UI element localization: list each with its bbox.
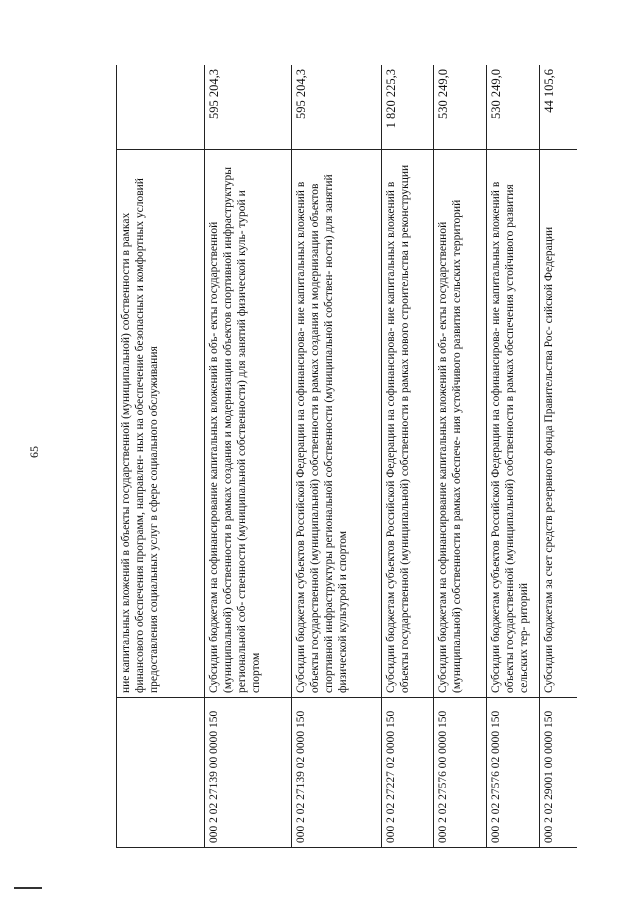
budget-table-rotated (116, 65, 577, 848)
rotated-table-container (116, 65, 577, 848)
budget-table (116, 65, 577, 848)
budget-code-cell: 000 2 02 27227 02 0000 150 (382, 698, 434, 848)
amount-cell: 595 204,3 (292, 65, 382, 150)
amount-cell: 595 204,3 (205, 65, 292, 150)
amount-cell (117, 65, 205, 150)
amount-cell: 1 820 225,3 (382, 65, 434, 150)
scan-edge-mark (14, 887, 42, 889)
page-number: 65 (27, 446, 41, 458)
budget-code-cell: 000 2 02 27576 00 0000 150 (434, 698, 487, 848)
description-cell: Субсидии бюджетам субъектов Российской Федерации на софинансирова- ние капитальных вложений в объекты государственной (муниципальной) собственности в рамках нового строительства и реконструкции (382, 150, 434, 698)
table-row (382, 65, 434, 848)
description-cell: ние капитальных вложений в объекты государственной (муниципальной) собственности в рамках финансового обеспечения программ, направлен- ных на обеспечение безопасных и комфортных условий предоставления социальных услуг в сфере социального обслуживания (117, 150, 205, 698)
description-cell: Субсидии бюджетам субъектов Российской Федерации на софинансирова- ние капитальных вложений в объекты государственной (муниципальной) собственности в рамках создания и модернизации объектов спортивной инфраструктуры региональной собственности (муниципальной собствен- ности) для занятий физической культурой и спортом (292, 150, 382, 698)
table-row (487, 65, 540, 848)
description-cell: Субсидии бюджетам на софинансирование капитальных вложений в объ- екты государственной (муниципальной) собственности в рамках обеспече- ния устойчивого развития сельских территорий (434, 150, 487, 698)
table-row (540, 65, 578, 848)
description-cell: Субсидии бюджетам субъектов Российской Федерации на софинансирова- ние капитальных вложений в объекты государственной (муниципальной) собственности в рамках обеспечения устойчивого развития сельских тер- риторий (487, 150, 540, 698)
amount-cell: 530 249,0 (434, 65, 487, 150)
table-row (292, 65, 382, 848)
budget-code-cell: 000 2 02 29001 00 0000 150 (540, 698, 578, 848)
table-row (117, 65, 205, 848)
description-cell: Субсидии бюджетам за счет средств резервного фонда Правительства Рос- сийской Федерации (540, 150, 578, 698)
amount-cell: 530 249,0 (487, 65, 540, 150)
amount-cell: 44 105,6 (540, 65, 578, 150)
budget-code-cell: 000 2 02 27139 02 0000 150 (292, 698, 382, 848)
table-row (434, 65, 487, 848)
budget-code-cell: 000 2 02 27576 02 0000 150 (487, 698, 540, 848)
budget-code-cell: 000 2 02 27139 00 0000 150 (205, 698, 292, 848)
description-cell: Субсидии бюджетам на софинансирование капитальных вложений в объ- екты государственной (муниципальной) собственности в рамках создания и модернизации объектов спортивной инфраструктуры региональной соб- ственности (муниципальной собственности) для занятий физической куль- турой и спортом (205, 150, 292, 698)
budget-code-cell (117, 698, 205, 848)
table-row (205, 65, 292, 848)
